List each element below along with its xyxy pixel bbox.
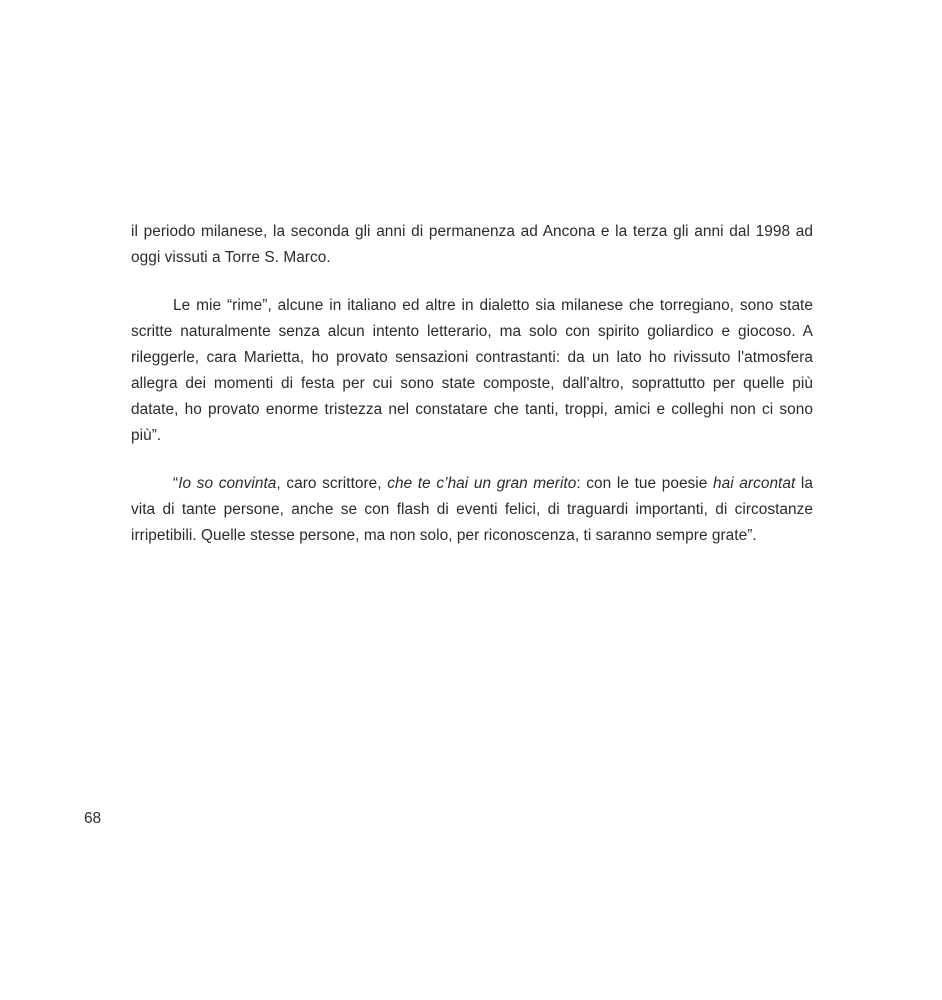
paragraph-3-run-con-le-tue-poesie: : con le tue poesie [576,475,713,492]
paragraph-3-run-caro-scrittore: , caro scrittore, [276,475,388,492]
page-number: 68 [84,810,102,827]
paragraph-3-italic-io-so-convinta: Io so convinta [178,475,277,492]
body-text-block [131,219,813,549]
paragraph-2 [131,293,813,449]
paragraph-3-open-quote: “ [173,475,179,492]
paragraph-1-run-1: il periodo milanese, la seconda gli anni di permanenza ad Ancona e la terza gli anni dal 1998 ad oggi vissuti a Torre S. Marco. [131,223,813,266]
paragraph-1 [131,219,813,271]
paragraph-2-run-1: Le mie “rime”, alcune in italiano ed altre in dialetto sia milanese che torregiano, sono state scritte naturalmente senza alcun intento letterario, ma solo con spirito goliardico e giocoso. A rileggerle, cara Marietta, ho provato sensazioni contrastanti: da un lato ho rivissuto l'atmosfera allegra dei momenti di festa per cui sono state composte, dall'altro, soprattutto per quelle più datate, ho provato enorme tristezza nel constatare che tanti, troppi, amici e colleghi non ci sono più”. [131,297,813,444]
paragraph-3-run-tail: la vita di tante persone, anche se con flash di eventi felici, di traguardi importanti, di circostanze irripetibili. Quelle stesse persone, ma non solo, per riconoscenza, ti saranno sempre grate”. [131,475,814,544]
paragraph-3-italic-che-te-chai: che te c’hai un gran merito [387,475,577,492]
paragraph-3-italic-hai-arcontat: hai arcontat [713,475,796,492]
paragraph-3 [131,471,813,549]
